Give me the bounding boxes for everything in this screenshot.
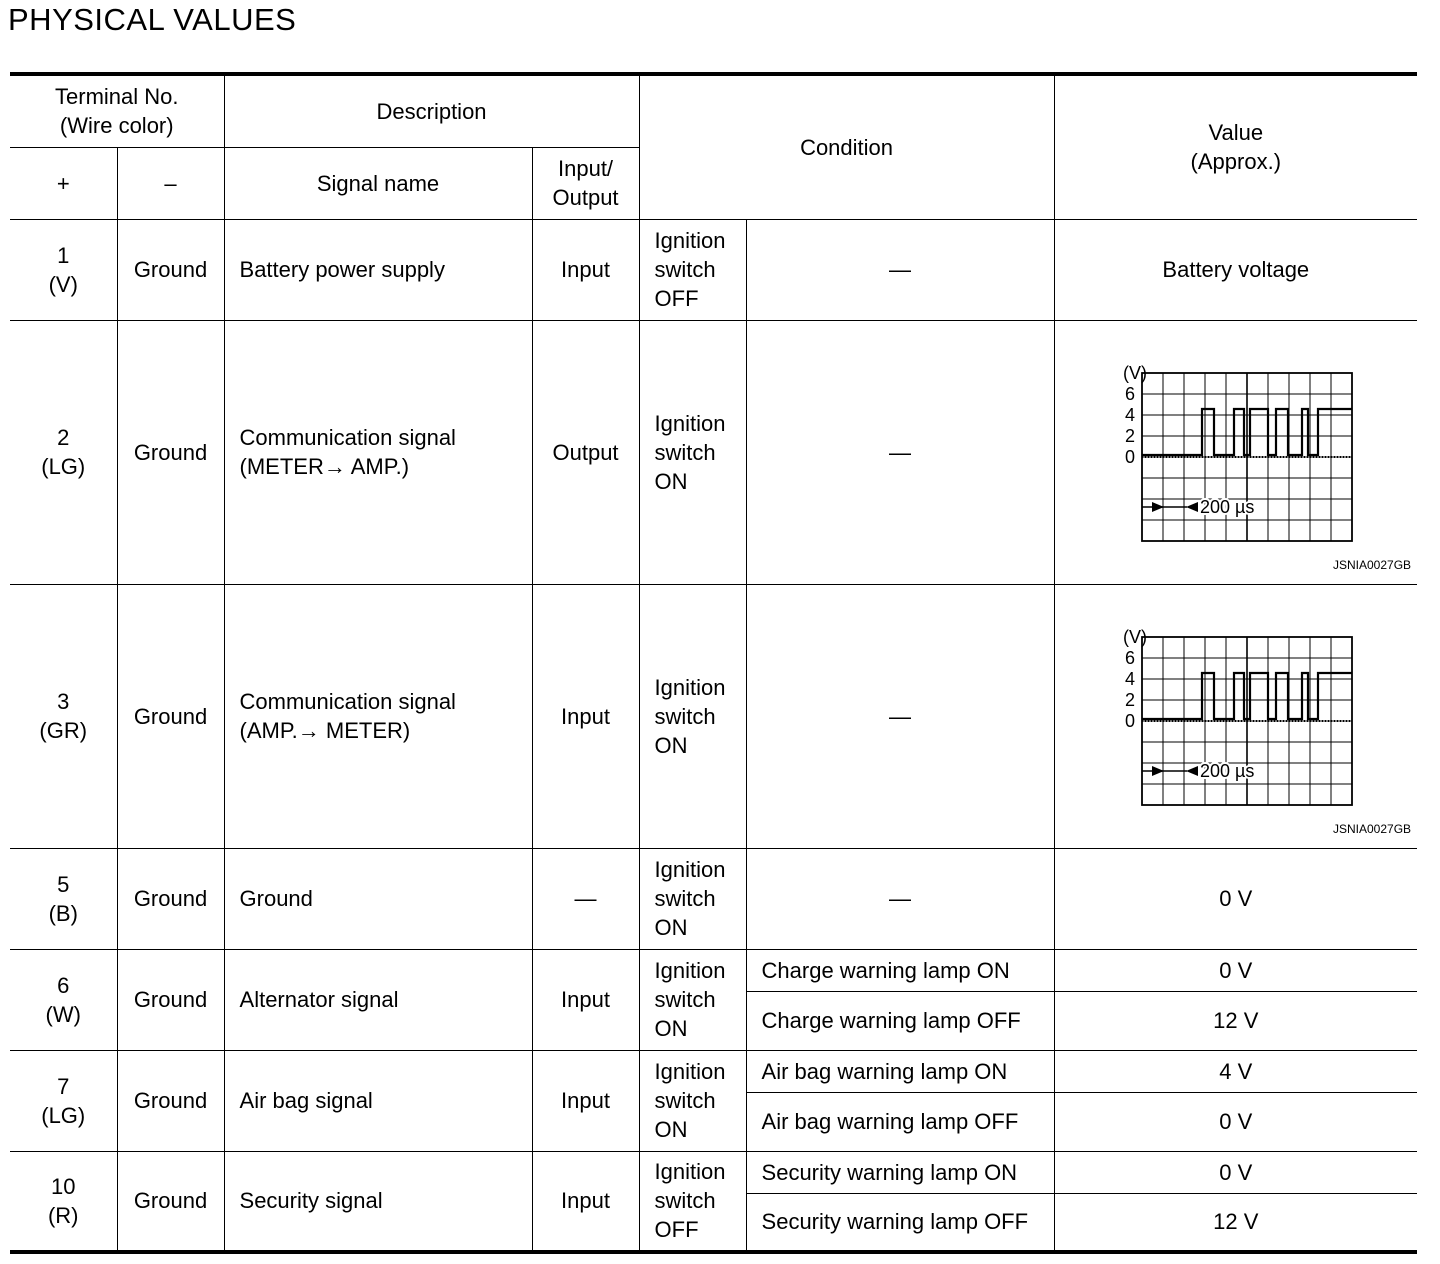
ignition-state: Ignition switch ON (639, 320, 746, 584)
time-scale-label: 200 µs (1199, 496, 1254, 517)
y-tick-label: 2 (1124, 425, 1135, 446)
input-output: Input (532, 1151, 639, 1252)
signal-name: Security signal (224, 1151, 532, 1252)
header-condition: Condition (639, 74, 1054, 219)
time-marker-arrow-left (1186, 766, 1198, 776)
input-output: Input (532, 584, 639, 848)
signal-name: Communication signal (METER→ AMP.) (224, 320, 532, 584)
time-scale-label: 200 µs (1199, 760, 1254, 781)
signal-name: Ground (224, 848, 532, 949)
ignition-state: Ignition switch OFF (639, 219, 746, 320)
y-tick-label: 2 (1124, 689, 1135, 710)
signal-name: Alternator signal (224, 949, 532, 1050)
condition: Security warning lamp OFF (746, 1193, 1054, 1252)
ignition-state: Ignition switch ON (639, 1050, 746, 1151)
input-output: — (532, 848, 639, 949)
table-row (10, 584, 1417, 848)
condition: Air bag warning lamp ON (746, 1050, 1054, 1092)
table-row (10, 1050, 1417, 1092)
condition: — (746, 219, 1054, 320)
waveform-figure (1097, 365, 1367, 545)
terminal-minus: Ground (117, 1151, 224, 1252)
waveform-cell (1054, 320, 1417, 584)
table-row (10, 1151, 1417, 1193)
header-minus: – (117, 147, 224, 219)
time-marker-arrow-left (1186, 502, 1198, 512)
condition: Air bag warning lamp OFF (746, 1092, 1054, 1151)
signal-name: Communication signal (AMP.→ METER) (224, 584, 532, 848)
waveform-cell (1054, 584, 1417, 848)
terminal-minus: Ground (117, 219, 224, 320)
value: 0 V (1054, 848, 1417, 949)
input-output: Input (532, 949, 639, 1050)
terminal-number: 3 (GR) (10, 584, 117, 848)
condition: — (746, 848, 1054, 949)
value: 4 V (1054, 1050, 1417, 1092)
terminal-number: 10 (R) (10, 1151, 117, 1252)
header-description: Description (224, 74, 639, 147)
condition: Charge warning lamp ON (746, 949, 1054, 991)
figure-code: JSNIA0027GB (1333, 557, 1412, 572)
page-title: PHYSICAL VALUES (8, 2, 297, 37)
y-tick-label: 4 (1124, 404, 1135, 425)
physical-values-table (10, 72, 1417, 1254)
terminal-number: 1 (V) (10, 219, 117, 320)
y-tick-label: 0 (1124, 446, 1135, 467)
figure-code: JSNIA0027GB (1333, 821, 1412, 836)
terminal-minus: Ground (117, 848, 224, 949)
table-row (10, 848, 1417, 949)
header-plus: + (10, 147, 117, 219)
value: 12 V (1054, 991, 1417, 1050)
time-marker-arrow-right (1152, 502, 1164, 512)
terminal-minus: Ground (117, 584, 224, 848)
header-input-output: Input/ Output (532, 147, 639, 219)
ignition-state: Ignition switch ON (639, 949, 746, 1050)
ignition-state: Ignition switch ON (639, 848, 746, 949)
condition: Charge warning lamp OFF (746, 991, 1054, 1050)
header-terminal: Terminal No. (Wire color) (10, 74, 224, 147)
time-marker-arrow-right (1152, 766, 1164, 776)
value: 0 V (1054, 1092, 1417, 1151)
header-signal-name: Signal name (224, 147, 532, 219)
value: 0 V (1054, 1151, 1417, 1193)
terminal-minus: Ground (117, 1050, 224, 1151)
terminal-minus: Ground (117, 320, 224, 584)
terminal-number: 7 (LG) (10, 1050, 117, 1151)
signal-name: Air bag signal (224, 1050, 532, 1151)
y-tick-label: 6 (1124, 647, 1135, 668)
ignition-state: Ignition switch ON (639, 584, 746, 848)
value: Battery voltage (1054, 219, 1417, 320)
input-output: Input (532, 1050, 639, 1151)
y-unit-label: (V) (1122, 628, 1147, 647)
ignition-state: Ignition switch OFF (639, 1151, 746, 1252)
terminal-number: 5 (B) (10, 848, 117, 949)
input-output: Input (532, 219, 639, 320)
condition: — (746, 320, 1054, 584)
table-row (10, 949, 1417, 991)
condition: Security warning lamp ON (746, 1151, 1054, 1193)
waveform-figure (1097, 629, 1367, 809)
y-tick-label: 0 (1124, 710, 1135, 731)
terminal-minus: Ground (117, 949, 224, 1050)
y-unit-label: (V) (1122, 364, 1147, 383)
value: 12 V (1054, 1193, 1417, 1252)
terminal-number: 6 (W) (10, 949, 117, 1050)
header-value: Value (Approx.) (1054, 74, 1417, 219)
input-output: Output (532, 320, 639, 584)
y-tick-label: 6 (1124, 383, 1135, 404)
y-tick-label: 4 (1124, 668, 1135, 689)
value: 0 V (1054, 949, 1417, 991)
table-row (10, 320, 1417, 584)
terminal-number: 2 (LG) (10, 320, 117, 584)
condition: — (746, 584, 1054, 848)
signal-name: Battery power supply (224, 219, 532, 320)
table-row (10, 219, 1417, 320)
